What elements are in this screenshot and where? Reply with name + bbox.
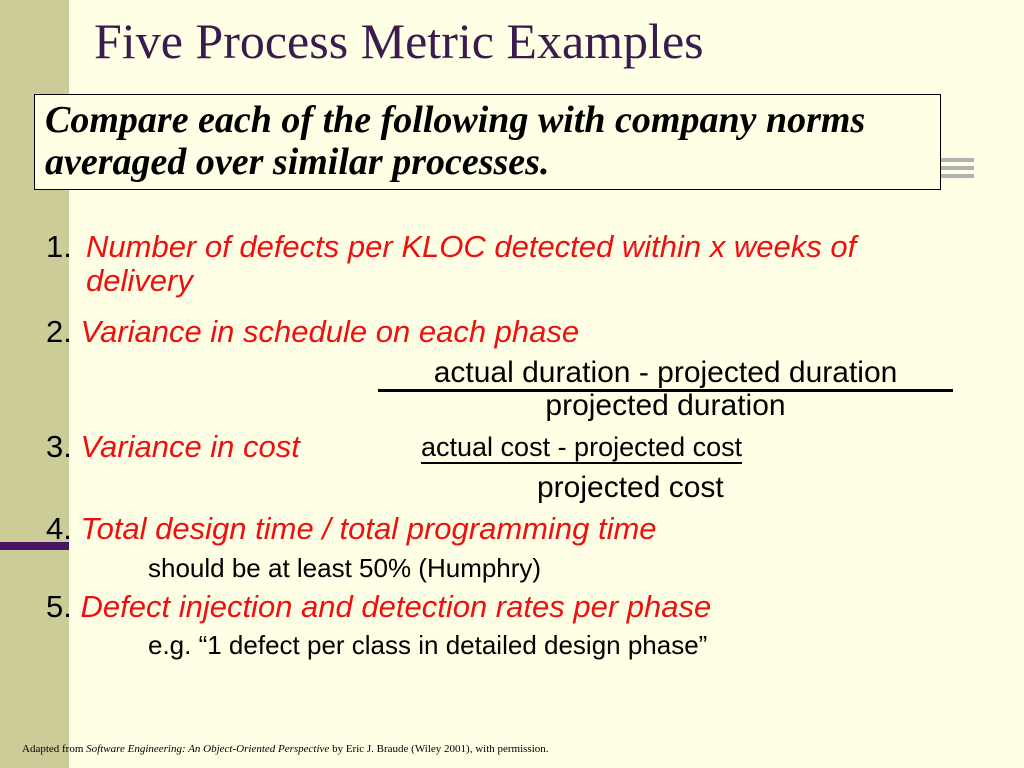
item-text: Total design time / total programming time [80, 511, 657, 546]
intro-box [34, 94, 941, 190]
item-number: 3. [46, 429, 72, 464]
item-note: should be at least 50% (Humphry) [148, 553, 542, 583]
item-text: Variance in schedule on each phase [80, 314, 580, 349]
item-text: Defect injection and detection rates per phase [80, 589, 712, 624]
list-item [46, 315, 579, 349]
footer-book-title: Software Engineering: An Object-Oriented Perspective [86, 743, 330, 755]
slide-title: Five Process Metric Examples [94, 13, 704, 69]
source-footer [22, 743, 549, 755]
intro-text: Compare each of the following with company norms averaged over similar processes. [45, 99, 866, 183]
item-number: 4. [46, 511, 72, 546]
list-item [46, 230, 926, 298]
item-number: 5. [46, 589, 72, 624]
item-number: 1. [46, 229, 72, 264]
footer-prefix: Adapted from [22, 743, 87, 755]
item-text: Variance in cost [80, 429, 300, 464]
list-item [46, 590, 711, 624]
formula-numerator: actual duration - projected duration [378, 357, 953, 392]
formula-numerator: actual cost - projected cost [421, 432, 743, 462]
item-number: 2. [46, 314, 72, 349]
item-text: Number of defects per KLOC detected within x weeks of delivery [86, 229, 857, 298]
formula-denominator: projected cost [537, 471, 724, 504]
footer-suffix: by Eric J. Braude (Wiley 2001), with permission. [329, 743, 549, 755]
list-item [46, 430, 300, 464]
formula-denominator: projected duration [545, 389, 786, 422]
list-item [46, 512, 657, 546]
item-note: e.g. “1 defect per class in detailed design phase” [148, 630, 708, 660]
